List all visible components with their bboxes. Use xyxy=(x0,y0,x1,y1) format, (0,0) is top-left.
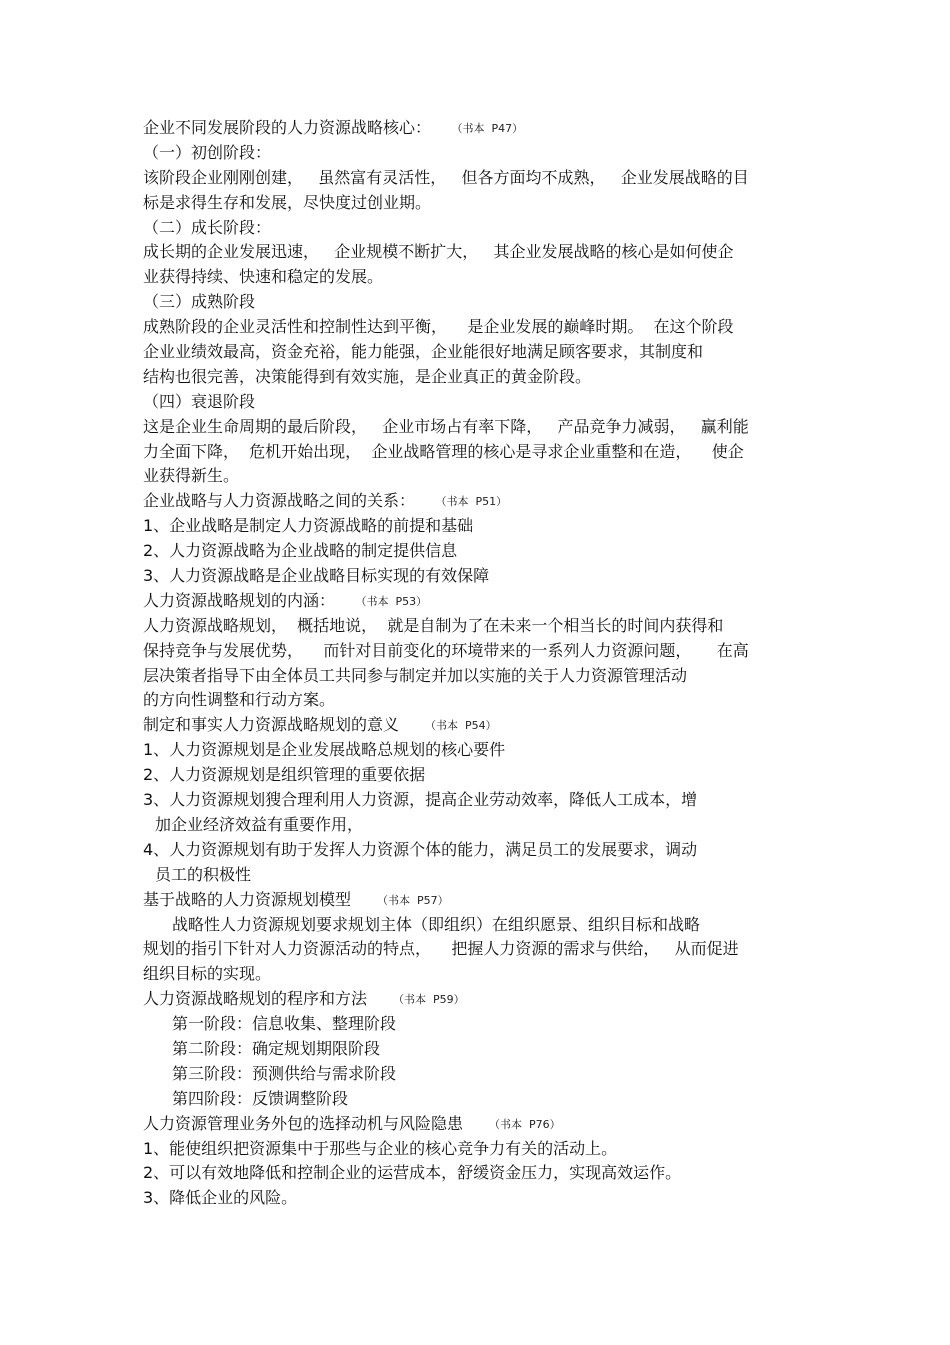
text-line xyxy=(143,440,813,465)
line-text: 结构也很完善，决策能得到有效实施，是企业真正的黄金阶段。 xyxy=(143,366,592,386)
text-line xyxy=(143,216,813,241)
line-text: 人力资源战略规划的内涵： xyxy=(143,590,336,610)
book-page-reference: （书本 P53） xyxy=(361,594,428,608)
text-line xyxy=(143,937,813,962)
book-page-reference: （书本 P47） xyxy=(457,122,524,135)
line-text: 1、人力资源规划是企业发展战略总规划的核心要件 xyxy=(143,740,506,760)
text-line xyxy=(143,738,813,763)
text-line xyxy=(143,415,813,440)
line-text: 4、人力资源规划有助于发挥人力资源个体的能力，满足员工的发展要求，调动 xyxy=(143,839,698,859)
line-text: 人力资源管理业务外包的选择动机与风险隐患 xyxy=(143,1113,464,1133)
line-text: 该阶段企业刚刚创建， 虽然富有灵活性， 但各方面均不成熟， 企业发展战略的目 xyxy=(143,167,749,187)
line-text: （二）成长阶段： xyxy=(143,217,272,237)
line-text: 3、人力资源战略是企业战略目标实现的有效保障 xyxy=(143,566,490,586)
line-text: 保持竞争与发展优势， 而针对目前变化的环境带来的一系列人力资源问题， 在高 xyxy=(143,640,749,660)
line-text: 人力资源战略规划， 概括地说， 就是自制为了在未来一个相当长的时间内获得和 xyxy=(143,615,724,635)
text-line xyxy=(143,863,813,888)
line-text: （三）成熟阶段 xyxy=(143,292,256,312)
text-line xyxy=(143,166,813,191)
text-line xyxy=(143,813,813,838)
text-line xyxy=(143,539,813,564)
text-line xyxy=(143,340,813,365)
text-line xyxy=(143,191,813,216)
document-body xyxy=(143,116,813,1211)
line-text: 成熟阶段的企业灵活性和控制性达到平衡， 是企业发展的巅峰时期。 在这个阶段 xyxy=(143,317,734,337)
text-line xyxy=(143,514,813,539)
text-line xyxy=(143,1037,813,1062)
text-line xyxy=(143,141,813,166)
text-line xyxy=(143,763,813,788)
text-line xyxy=(143,1087,813,1112)
line-text: 这是企业生命周期的最后阶段， 企业市场占有率下降， 产品竞争力减弱， 赢利能 xyxy=(143,416,749,436)
line-text: 第四阶段：反馈调整阶段 xyxy=(172,1088,349,1108)
text-line xyxy=(143,688,813,713)
text-line xyxy=(143,788,813,813)
line-text: （四）衰退阶段 xyxy=(143,391,256,411)
text-line xyxy=(143,838,813,863)
text-line xyxy=(143,664,813,689)
section-heading xyxy=(143,713,813,738)
text-line xyxy=(143,962,813,987)
line-text: 3、人力资源规划獀合理利用人力资源，提高企业劳动效率，降低人工成本，增 xyxy=(143,790,698,810)
text-line xyxy=(143,639,813,664)
line-text: 力全面下降， 危机开始出现， 企业战略管理的核心是寻求企业重整和在造， 使企 xyxy=(143,441,744,461)
line-text: 战略性人力资源规划要求规划主体（即组织）在组织愿景、组织目标和战略 xyxy=(172,914,701,934)
section-heading xyxy=(143,888,813,913)
section-heading xyxy=(143,489,813,514)
text-line xyxy=(143,240,813,265)
line-text: 规划的指引下针对人力资源活动的特点， 把握人力资源的需求与供给， 从而促进 xyxy=(143,939,739,959)
text-line xyxy=(143,315,813,340)
line-text: 员工的积极性 xyxy=(155,864,252,884)
text-line xyxy=(143,1161,813,1186)
text-line xyxy=(143,913,813,938)
line-text: 企业不同发展阶段的人力资源战略核心： xyxy=(143,118,432,137)
line-text: 人力资源战略规划的程序和方法 xyxy=(143,989,368,1009)
text-line xyxy=(143,464,813,489)
line-text: 的方向性调整和行动方案。 xyxy=(143,690,336,710)
line-text: 业获得新生。 xyxy=(143,466,240,486)
line-text: 第一阶段：信息收集、整理阶段 xyxy=(172,1014,397,1034)
book-page-reference: （书本 P76） xyxy=(489,1117,561,1131)
line-text: 组织目标的实现。 xyxy=(143,964,272,984)
line-text: 企业业绩效最高，资金充裕，能力能强，企业能很好地满足顾客要求，其制度和 xyxy=(143,342,704,362)
line-text: 业获得持续、快速和稳定的发展。 xyxy=(143,267,384,287)
text-line xyxy=(143,265,813,290)
book-page-reference: （书本 P57） xyxy=(377,893,449,907)
line-text: 2、人力资源战略为企业战略的制定提供信息 xyxy=(143,541,458,561)
line-text: 基于战略的人力资源规划模型 xyxy=(143,889,352,909)
line-text: 标是求得生存和发展，尽快度过创业期。 xyxy=(143,192,432,212)
line-text: 成长期的企业发展迅速， 企业规模不断扩大， 其企业发展战略的核心是如何使企 xyxy=(143,242,734,262)
section-heading xyxy=(143,116,813,141)
section-heading xyxy=(143,987,813,1012)
line-text: 3、降低企业的风险。 xyxy=(143,1188,298,1208)
text-line xyxy=(143,564,813,589)
line-text: 层决策者指导下由全体员工共同参与制定并加以实施的关于人力资源管理活动 xyxy=(143,665,688,685)
text-line xyxy=(143,365,813,390)
section-heading xyxy=(143,589,813,614)
section-heading xyxy=(143,1112,813,1137)
text-line xyxy=(143,390,813,415)
text-line xyxy=(143,290,813,315)
line-text: 第二阶段：确定规划期限阶段 xyxy=(172,1038,381,1058)
line-text: 加企业经济效益有重要作用， xyxy=(155,814,364,834)
line-text: 2、可以有效地降低和控制企业的运营成本，舒缓资金压力，实现高效运作。 xyxy=(143,1163,682,1183)
line-text: 第三阶段：预测供给与需求阶段 xyxy=(172,1063,397,1083)
book-page-reference: （书本 P54） xyxy=(425,719,497,733)
text-line xyxy=(143,614,813,639)
line-text: 制定和事实人力资源战略规划的意义 xyxy=(143,715,400,735)
text-line xyxy=(143,1137,813,1162)
line-text: 1、企业战略是制定人力资源战略的前提和基础 xyxy=(143,516,474,536)
book-page-reference: （书本 P51） xyxy=(441,495,508,509)
text-line xyxy=(143,1186,813,1211)
line-text: 2、人力资源规划是组织管理的重要依据 xyxy=(143,765,426,785)
line-text: 企业战略与人力资源战略之间的关系： xyxy=(143,491,416,511)
text-line xyxy=(143,1012,813,1037)
text-line xyxy=(143,1062,813,1087)
book-page-reference: （书本 P59） xyxy=(393,993,465,1007)
line-text: （一）初创阶段： xyxy=(143,142,272,162)
line-text: 1、能使组织把资源集中于那些与企业的核心竞争力有关的活动上。 xyxy=(143,1138,618,1158)
